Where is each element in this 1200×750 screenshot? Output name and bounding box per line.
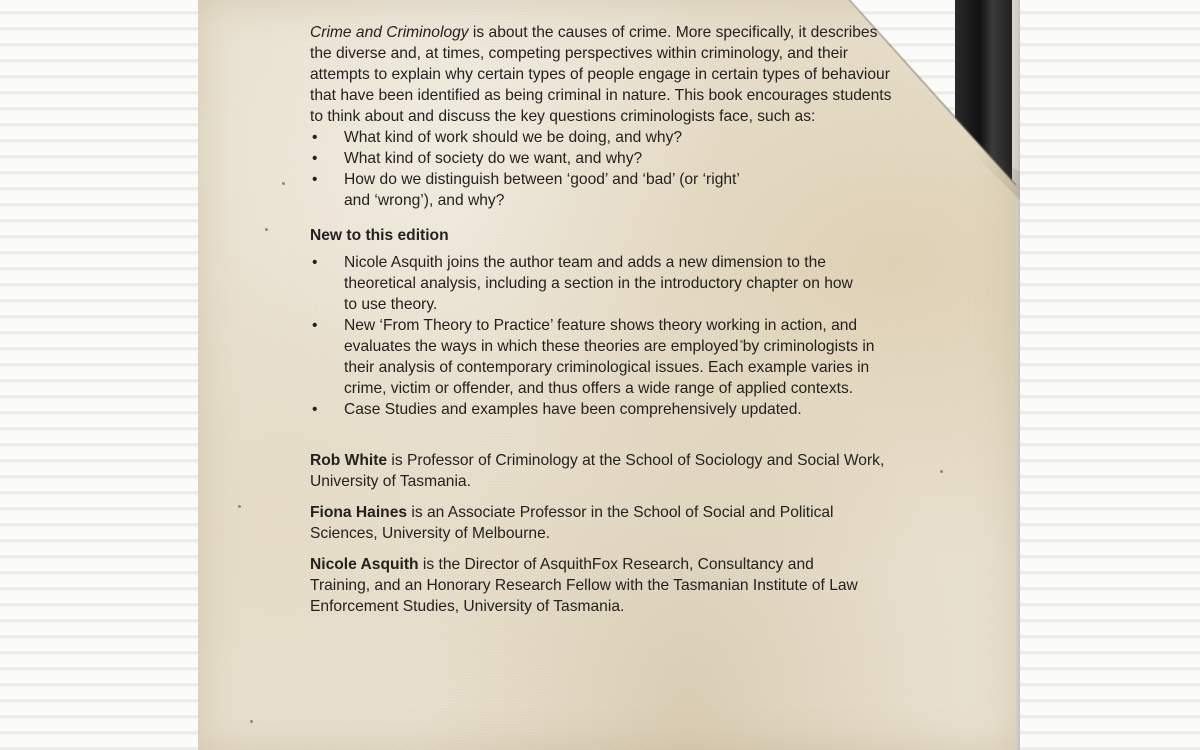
paper-speck bbox=[265, 228, 268, 231]
author-name: Fiona Haines bbox=[310, 504, 408, 521]
list-item bbox=[310, 252, 869, 315]
list-item bbox=[310, 399, 900, 420]
book-title: Crime and Criminology bbox=[310, 24, 469, 41]
bullet-icon: • bbox=[312, 254, 318, 271]
intro-paragraph bbox=[310, 22, 900, 127]
list-item bbox=[310, 148, 900, 169]
paper-speck bbox=[250, 720, 253, 723]
bullet-icon: • bbox=[312, 171, 318, 188]
author-name: Rob White bbox=[310, 452, 388, 469]
question-text: How do we distinguish between ‘good’ and ‘bad’ (or ‘right’ and ‘wrong’), and why? bbox=[344, 171, 740, 209]
bullet-icon: • bbox=[312, 129, 318, 146]
key-questions-list bbox=[310, 127, 900, 211]
bullet-icon: • bbox=[312, 317, 318, 334]
question-text: What kind of work should we be doing, and why? bbox=[344, 129, 683, 146]
author-bio bbox=[310, 450, 900, 492]
edition-item-text: Case Studies and examples have been comprehensively updated. bbox=[344, 401, 802, 418]
new-edition-list bbox=[310, 252, 900, 420]
author-bio bbox=[310, 502, 900, 544]
author-bios bbox=[310, 450, 900, 617]
intro-text: is about the causes of crime. More specifically, it describes the diverse and, at times, competing perspectives within criminology, and their attempts to explain why certain types of people engage in certain types of behaviour that have been identified as being criminal in nature. This book encourages students to think about and discuss the key questions criminologists face, such as: bbox=[310, 24, 892, 125]
bullet-icon: • bbox=[312, 401, 318, 418]
edition-item-text: Nicole Asquith joins the author team and adds a new dimension to the theoretical analysis, including a section in the introductory chapter on how to use theory. bbox=[344, 254, 853, 313]
question-text: What kind of society do we want, and why? bbox=[344, 150, 643, 167]
list-item bbox=[310, 169, 764, 211]
new-edition-heading: New to this edition bbox=[310, 227, 449, 244]
edition-item-text: New ‘From Theory to Practice’ feature shows theory working in action, and evaluates the ways in which these theories are employed by criminologists in their analysis of contemporary criminological issues. Each example varies in crime, victim or offender, and thus offers a wide range of applied contexts. bbox=[344, 317, 875, 397]
paper-speck bbox=[238, 505, 241, 508]
paper-speck bbox=[940, 470, 943, 473]
author-bio-text: is the Director of AsquithFox Research, Consultancy and Training, and an Honorary Research Fellow with the Tasmanian Institute of Law Enforcement Studies, University of Tasmania. bbox=[310, 556, 858, 615]
author-bio-text: is Professor of Criminology at the School of Sociology and Social Work, University of Tasmania. bbox=[310, 452, 885, 490]
back-cover-text bbox=[310, 22, 900, 627]
author-name: Nicole Asquith bbox=[310, 556, 419, 573]
list-item bbox=[310, 315, 889, 399]
paper-speck bbox=[282, 182, 285, 185]
author-bio-text: is an Associate Professor in the School of Social and Political Sciences, University of Melbourne. bbox=[310, 504, 834, 542]
author-bio bbox=[310, 554, 875, 617]
bullet-icon: • bbox=[312, 150, 318, 167]
list-item bbox=[310, 127, 900, 148]
